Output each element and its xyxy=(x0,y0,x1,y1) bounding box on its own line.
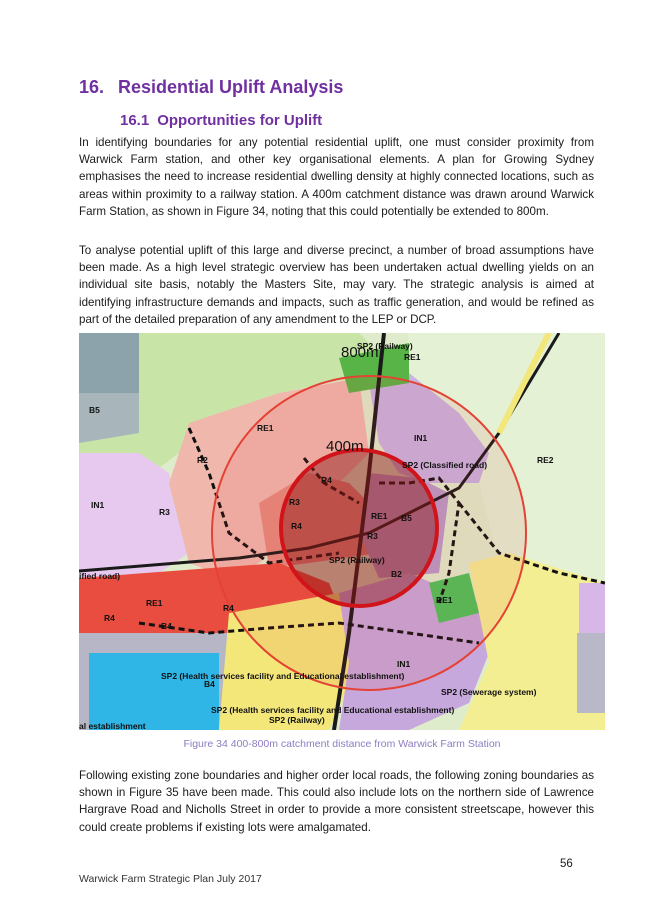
label-b4-bottom: B4 xyxy=(204,679,215,689)
label-re1-lower-right: RE1 xyxy=(436,595,453,605)
label-sp2-sewerage: SP2 (Sewerage system) xyxy=(441,687,537,697)
label-re1-lower-left: RE1 xyxy=(146,598,163,608)
paragraph-zoning: Following existing zone boundaries and higher order local roads, the following zoning boundaries as shown in Figure 35 have been made. This could also include lots on the northern side of Lawrence Hargrave Road and Nicholls Street in order to provide a more consistent streetscape, however this could create problems if existing lots were amalgamated. xyxy=(79,769,594,834)
label-in1-top: IN1 xyxy=(414,433,428,443)
label-re1-mid: RE1 xyxy=(257,423,274,433)
zone-gray-right xyxy=(577,633,605,713)
catchment-400m xyxy=(281,450,437,606)
label-400m: 400m xyxy=(326,438,364,455)
zone-b4-cyan xyxy=(89,653,219,730)
page-number: 56 xyxy=(560,858,573,870)
label-r4-b: R4 xyxy=(291,521,302,531)
label-re1-center: RE1 xyxy=(371,511,388,521)
label-classified-road-left: ified road) xyxy=(79,571,121,581)
label-r3-c2: R3 xyxy=(367,531,378,541)
label-sp2-classified: SP2 (Classified road) xyxy=(402,460,488,470)
label-r4-far-left: R4 xyxy=(104,613,115,623)
label-sp2-health-1: SP2 (Health services facility and Educational establishment) xyxy=(161,671,405,681)
label-r2: R2 xyxy=(197,455,208,465)
section-title: Residential Uplift Analysis xyxy=(118,77,344,97)
section-heading xyxy=(79,77,343,98)
label-b4-left: B4 xyxy=(161,621,172,631)
section-number: 16. xyxy=(79,77,105,97)
label-r3-center: R3 xyxy=(289,497,300,507)
label-r4-a: R4 xyxy=(321,475,332,485)
page-footer: Warwick Farm Strategic Plan July 2017 xyxy=(79,873,262,885)
label-b5-left: B5 xyxy=(89,405,100,415)
label-sp2-health-2: SP2 (Health services facility and Educational establishment) xyxy=(211,705,455,715)
label-re1-top: RE1 xyxy=(404,352,421,362)
label-ed-estab: al establishment xyxy=(79,721,146,730)
label-in1-bottom: IN1 xyxy=(397,659,411,669)
label-sp2-railway-mid: SP2 (Railway) xyxy=(329,555,385,565)
paragraph-intro: In identifying boundaries for any potential residential uplift, one must consider proximity from Warwick Farm station, and other key organisational elements. A plan for Growing Sydney emphasises the need to increase residential dwelling density at highly connected locations, such as areas within proximity to a railway station. A 400m catchment distance was drawn around Warwick Farm Station, as shown in Figure 34, noting that this could potentially be extended to 800m. xyxy=(79,136,594,218)
zoning-map xyxy=(79,333,605,730)
label-sp2-railway-top: SP2 (Railway) xyxy=(357,341,413,351)
label-r3-left: R3 xyxy=(159,507,170,517)
subsection-number: 16.1 xyxy=(120,112,150,129)
label-re2: RE2 xyxy=(537,455,554,465)
subsection-title: Opportunities for Uplift xyxy=(157,112,323,129)
label-in1-left: IN1 xyxy=(91,500,105,510)
label-sp2-railway-bottom: SP2 (Railway) xyxy=(269,715,325,725)
label-b2: B2 xyxy=(391,569,402,579)
subsection-heading xyxy=(120,112,322,129)
zoning-map-figure xyxy=(79,333,605,730)
label-b5-center: B5 xyxy=(401,513,412,523)
label-800m: 800m xyxy=(341,344,379,361)
figure-caption: Figure 34 400-800m catchment distance from Warwick Farm Station xyxy=(183,738,501,750)
paragraph-assumptions: To analyse potential uplift of this large and diverse precinct, a number of broad assumptions have been made. As a high level strategic overview has been undertaken actual dwelling yields on an individual site basis, notably the Masters Site, may vary. The strategic analysis is aimed at identifying infrastructure demands and impacts, such as traffic generation, and would be refined as part of the detailed preparation of any amendment to the LEP or DCP. xyxy=(79,244,594,326)
label-r4-lower: R4 xyxy=(223,603,234,613)
